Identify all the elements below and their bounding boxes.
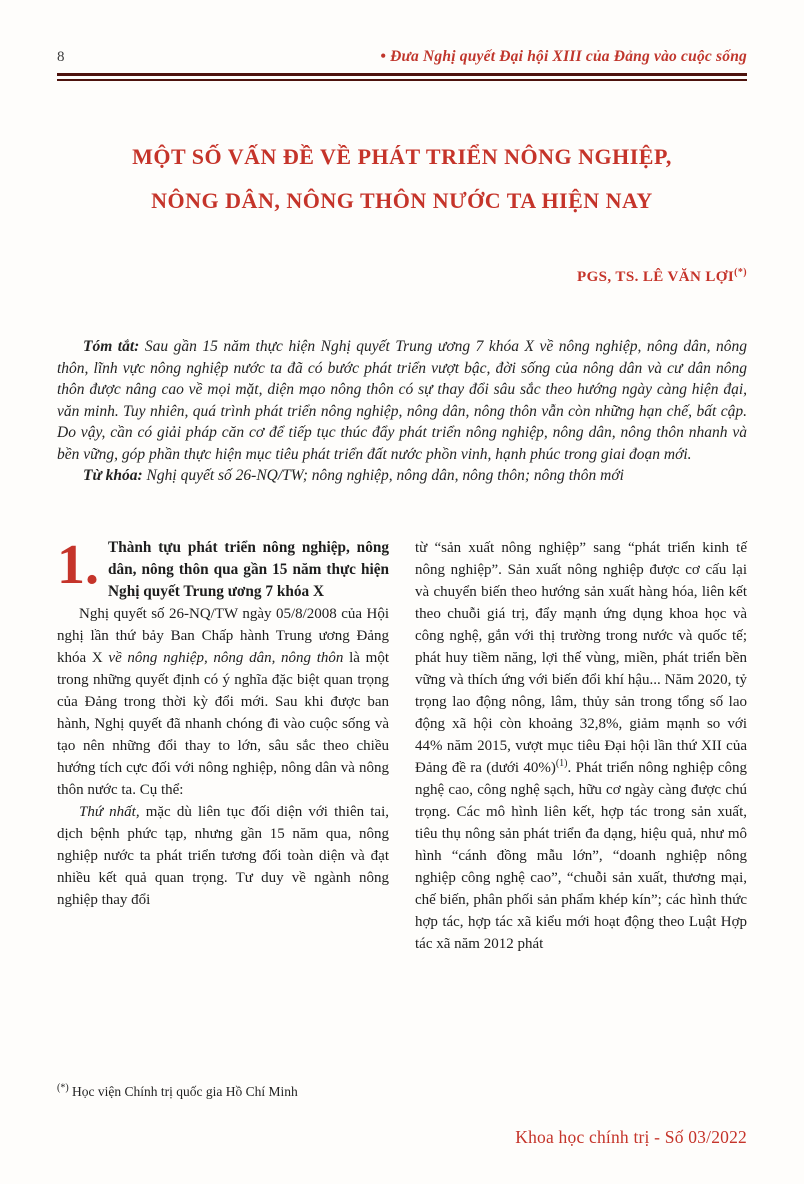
paragraph-1 (57, 603, 389, 801)
paragraph-1-text-b: là một trong những quyết định có ý nghĩa đặc biệt quan trọng của Đảng trong thời kỳ đổi mới. Sau khi được ban hành, Nghị quyết đã nhanh chóng đi vào cuộc sống và tạo nên những đổi thay to lớn, sâu sắc theo chiều hướng tích cực đối với nông nghiệp, nông dân và nông thôn nước ta. Cụ thể: (57, 649, 390, 798)
page-number: 8 (57, 49, 65, 65)
section-heading (57, 533, 389, 603)
abstract-paragraph (57, 336, 747, 465)
paragraph-1-italic: về nông nghiệp, nông dân, nông thôn (108, 649, 344, 666)
header-rule-bottom (57, 79, 747, 81)
running-head-text: • Đưa Nghị quyết Đại hội XIII của Đảng vào cuộc sống (380, 48, 747, 65)
title-line-1: MỘT SỐ VẤN ĐỀ VỀ PHÁT TRIỂN NÔNG NGHIỆP, (132, 144, 672, 169)
right-column (415, 537, 747, 955)
keywords-line (57, 465, 747, 487)
paragraph-3-text-b: . Phát triển nông nghiệp công nghệ cao, công nghệ sạch, hữu cơ ngày càng được chú trọng. Các mô hình liên kết, hợp tác trong sản xuất, tiêu thụ nông sản phát triển đa dạng, hiệu quả, như mô hình “cánh đồng mẫu lớn”, “doanh nghiệp nông nghiệp công nghệ cao”, “chuỗi sản xuất, thương mại, chế biến, phân phối sản phẩm khép kín”; các hình thức hợp tác, hợp tác xã kiểu mới hoạt động theo Luật Hợp tác xã năm 2012 phát (415, 759, 748, 952)
footnote-mark: (*) (57, 1082, 69, 1094)
title-line-2: NÔNG DÂN, NÔNG THÔN NƯỚC TA HIỆN NAY (151, 188, 653, 213)
article-title (57, 135, 747, 223)
paragraph-3 (415, 537, 747, 955)
paragraph-2 (57, 801, 389, 911)
author-footnote (57, 1084, 298, 1100)
paragraph-1-text-a: Nghị quyết số 26-NQ/TW ngày 05/8/2008 của Hội nghị lần thứ bảy Ban Chấp hành Trung ương Đảng khóa X (57, 605, 389, 666)
journal-footer-text: Khoa học chính trị - Số 03/2022 (515, 1127, 747, 1147)
endnote-1-mark: (1) (555, 757, 568, 769)
author-name: PGS, TS. LÊ VĂN LỢI (577, 269, 735, 285)
keywords-text: Nghị quyết số 26-NQ/TW; nông nghiệp, nông dân, nông thôn; nông thôn mới (142, 467, 624, 484)
footnote-text: Học viện Chính trị quốc gia Hồ Chí Minh (68, 1084, 298, 1099)
paragraph-2-text: mặc dù liên tục đối diện với thiên tai, dịch bệnh phức tạp, nhưng gần 15 năm qua, nông nghiệp nước ta phát triển tương đối toàn diện và đạt nhiều kết quả quan trọng. Tư duy về ngành nông nghiệp thay đổi (57, 803, 389, 908)
abstract-label: Tóm tắt: (83, 338, 140, 355)
abstract-text: Sau gần 15 năm thực hiện Nghị quyết Trung ương 7 khóa X về nông nghiệp, nông dân, nông thôn, lĩnh vực nông nghiệp nước ta đã có bước phát triển vượt bậc, đời sống của nông dân và cư dân nông thôn được nâng cao về mọi mặt, diện mạo nông thôn có sự thay đổi sâu sắc theo hướng ngày càng hiện đại, văn minh. Tuy nhiên, quá trình phát triển nông nghiệp, nông dân, nông thôn vẫn còn những hạn chế, bất cập. Do vậy, cần có giải pháp căn cơ để tiếp tục thúc đẩy phát triển nông nghiệp, nông dân, nông thôn nhanh và bền vững, góp phần thực hiện mục tiêu phát triển đất nước phồn vinh, hạnh phúc trong giai đoạn mới. (57, 338, 747, 463)
two-column-body (57, 533, 748, 955)
abstract-block (57, 336, 747, 487)
section-number-dropcap: 1. (57, 533, 99, 596)
left-column (57, 533, 390, 955)
paragraph-3-text-a: từ “sản xuất nông nghiệp” sang “phát triển kinh tế nông nghiệp”. Sản xuất nông nghiệp được cơ cấu lại và chuyển biến theo hướng sản xuất hàng hóa, liên kết theo chuỗi giá trị, đẩy mạnh ứng dụng khoa học và công nghệ, gắn với thị trường trong nước và quốc tế; phát huy tiềm năng, lợi thế vùng, miền, phát triển bền vững và thích ứng với biến đổi khí hậu... Năm 2020, tỷ trọng lao động nông, lâm, thủy sản trong tổng số lao động xã hội còn khoảng 32,8%, giảm mạnh so với 44% năm 2015, vượt mục tiêu Đại hội lần thứ XII của Đảng đề ra (dưới 40%) (415, 539, 747, 776)
author-line (57, 269, 747, 286)
running-header (57, 48, 747, 66)
author-note-mark: (*) (734, 267, 747, 278)
header-rule-top (57, 73, 747, 76)
section-heading-text: Thành tựu phát triển nông nghiệp, nông dân, nông thôn qua gần 15 năm thực hiện Nghị quyết Trung ương 7 khóa X (108, 538, 389, 600)
journal-footer (515, 1127, 747, 1148)
header-rules (57, 73, 747, 81)
paragraph-2-lead-italic: Thứ nhất, (79, 803, 140, 820)
keywords-label: Từ khóa: (83, 467, 143, 484)
